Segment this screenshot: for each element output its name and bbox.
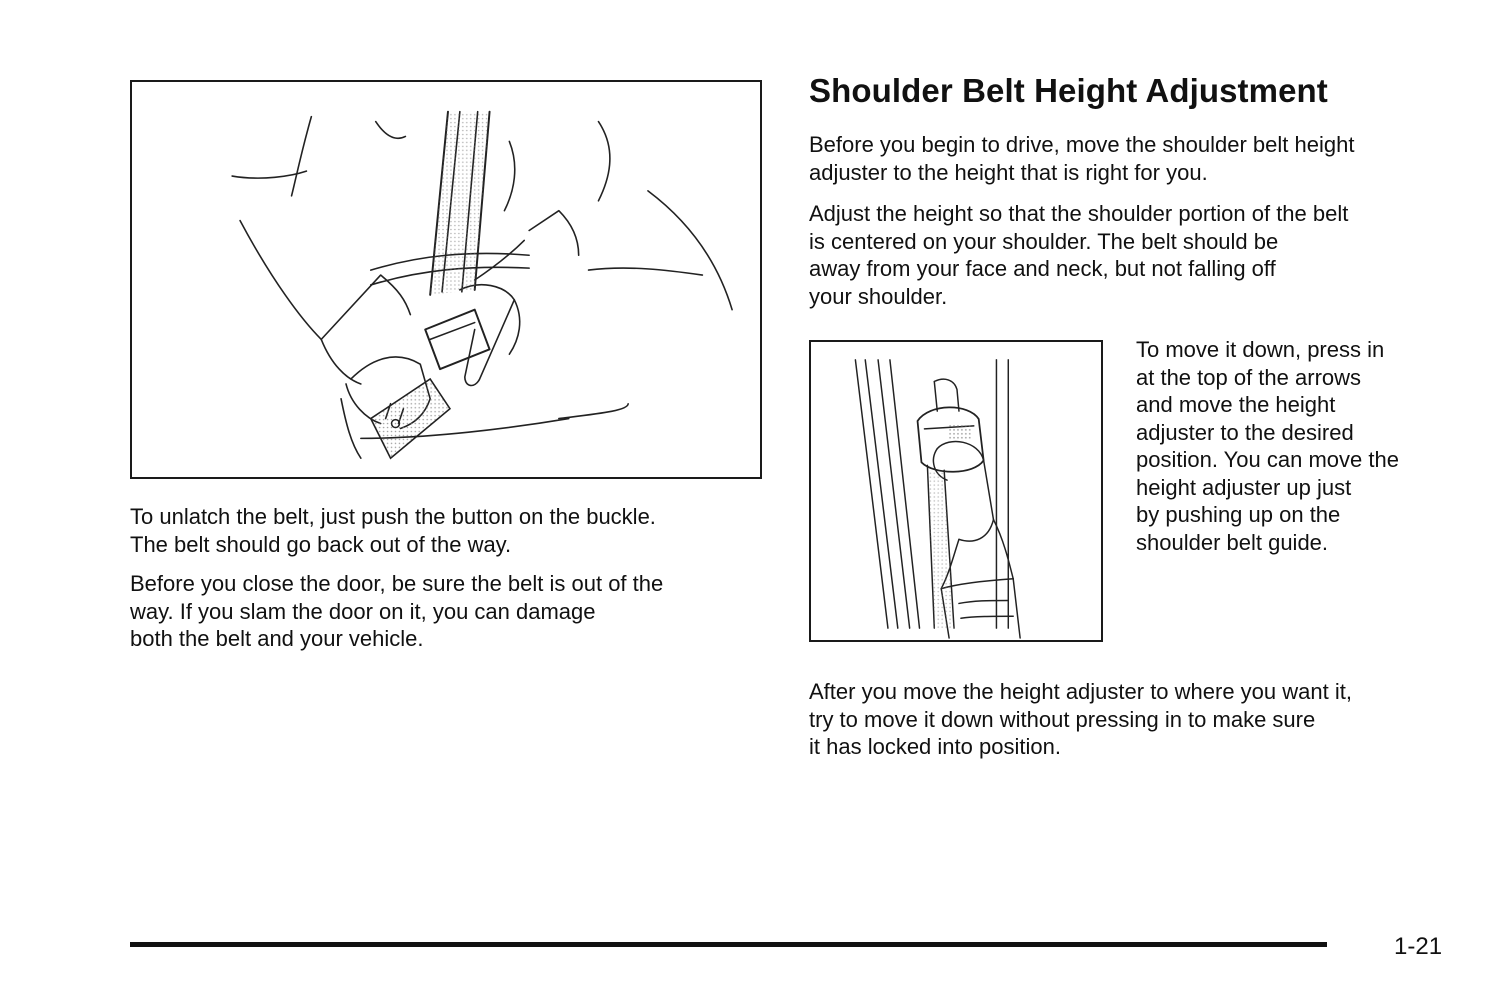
text-line: your shoulder. — [809, 283, 948, 309]
text-line: shoulder belt guide. — [1136, 529, 1329, 555]
text-line: adjuster to the height that is right for you. — [809, 159, 1208, 185]
text-line: Before you close the door, be sure the belt is out of the — [130, 571, 664, 596]
text-line: After you move the height adjuster to where you want it, — [809, 679, 1352, 704]
text-line: To unlatch the belt, just push the button on the buckle. — [130, 504, 656, 529]
text-line: is centered on your shoulder. The belt should be — [809, 228, 1279, 254]
door-warning-paragraph — [130, 570, 663, 653]
before-driving-paragraph — [809, 131, 1354, 186]
unlatch-belt-illustration — [130, 80, 762, 479]
text-line: and move the height — [1136, 392, 1336, 417]
section-heading: Shoulder Belt Height Adjustment — [809, 72, 1328, 109]
unlatch-instructions — [130, 503, 656, 558]
text-line: Adjust the height so that the shoulder portion of the belt — [809, 201, 1349, 226]
text-line: adjuster to the desired — [1136, 419, 1354, 445]
text-line: at the top of the arrows — [1136, 364, 1362, 390]
unlatch-belt-drawing — [132, 82, 760, 477]
height-adjuster-illustration — [809, 340, 1103, 642]
adjuster-instructions — [1136, 336, 1399, 556]
text-line: both the belt and your vehicle. — [130, 626, 424, 651]
footer-rule — [130, 942, 1327, 947]
text-line: try to move it down without pressing in to make sure — [809, 706, 1316, 732]
text-line: position. You can move the — [1136, 447, 1399, 472]
text-line: it has locked into position. — [809, 734, 1061, 759]
height-adjuster-drawing — [811, 342, 1101, 640]
text-line: To move it down, press in — [1136, 337, 1385, 362]
text-line: height adjuster up just — [1136, 474, 1352, 500]
text-line: The belt should go back out of the way. — [130, 531, 512, 557]
text-line: Before you begin to drive, move the shoulder belt height — [809, 132, 1355, 157]
adjust-height-paragraph — [809, 200, 1348, 310]
text-line: away from your face and neck, but not falling off — [809, 256, 1276, 281]
page-number: 1-21 — [1394, 933, 1443, 960]
text-line: way. If you slam the door on it, you can damage — [130, 598, 596, 624]
text-line: by pushing up on the — [1136, 502, 1341, 527]
lock-check-paragraph — [809, 678, 1352, 761]
